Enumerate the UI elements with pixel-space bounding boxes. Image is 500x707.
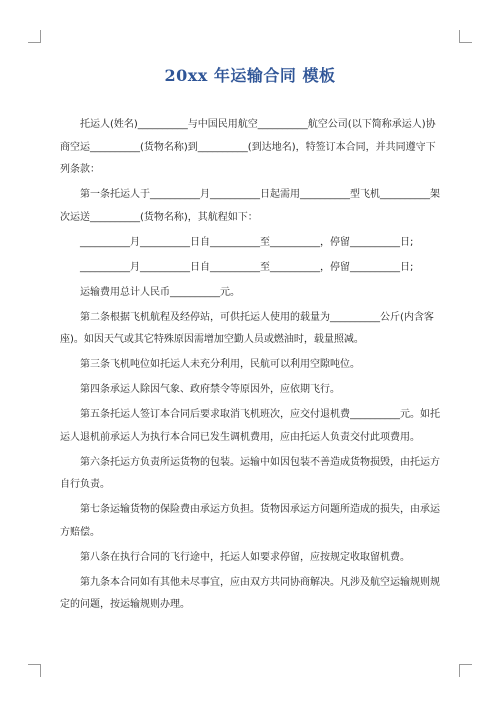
paragraph-article-8: 第八条在执行合同的飞行途中，托运人如要求停留，应按规定收取留机费。	[80, 551, 410, 563]
paragraph-route-1: __________月__________日自__________至__________，停留__________日;	[80, 236, 414, 248]
paragraph-article-5: 第五条托运人签订本合同后要求取消飞机班次，应交付退机费__________元。如托运人退机前承运人为执行本合同已发生调机费用，应由托运人负责交付此项费用。	[60, 409, 440, 443]
page-corner-bottom-right	[459, 664, 472, 677]
paragraph-article-3: 第三条飞机吨位如托运人未充分利用，民航可以利用空隙吨位。	[80, 359, 360, 370]
paragraph-article-7: 第七条运输货物的保险费由承运方负担。货物因承运方问题所造成的损失，由承运方赔偿。	[60, 504, 440, 538]
paragraph-article-9: 第九条本合同如有其他未尽事宜，应由双方共同协商解决。凡涉及航空运输规则规定的问题，按运输规则办理。	[60, 576, 440, 610]
paragraph-article-4: 第四条承运人除因气象、政府禁令等原因外，应依期飞行。	[80, 384, 340, 395]
paragraph-total-fee: 运输费用总计人民币__________元。	[80, 286, 240, 298]
page-corner-top-left	[28, 30, 41, 43]
document-body	[60, 114, 442, 617]
paragraph-route-2: __________月__________日自__________至__________，停留__________日;	[80, 261, 414, 273]
page-corner-top-right	[459, 30, 472, 43]
paragraph-article-2: 第二条根据飞机航程及经停站，可供托运人使用的载量为__________公斤(内含客座)。如因天气或其它特殊原因需增加空勤人员或燃油时，载量照减。	[60, 311, 434, 345]
paragraph-article-6: 第六条托运方负责所运货物的包装。运输中如因包装不善造成货物损毁，由托运方自行负责。	[60, 456, 440, 490]
document-title: 20xx 年运输合同 模板	[164, 66, 336, 85]
paragraph-article-1: 第一条托运人于__________月__________日起需用__________型飞机__________架次运送__________(货物名称)，其航程如下：	[60, 189, 440, 223]
paragraph-intro: 托运人(姓名)__________与中国民用航空__________航空公司(以下简称承运人)协商空运__________(货物名称)到__________(到达地名)，特签订本合同，并共同遵守下列条款：	[60, 119, 436, 175]
page-corner-bottom-left	[28, 664, 41, 677]
